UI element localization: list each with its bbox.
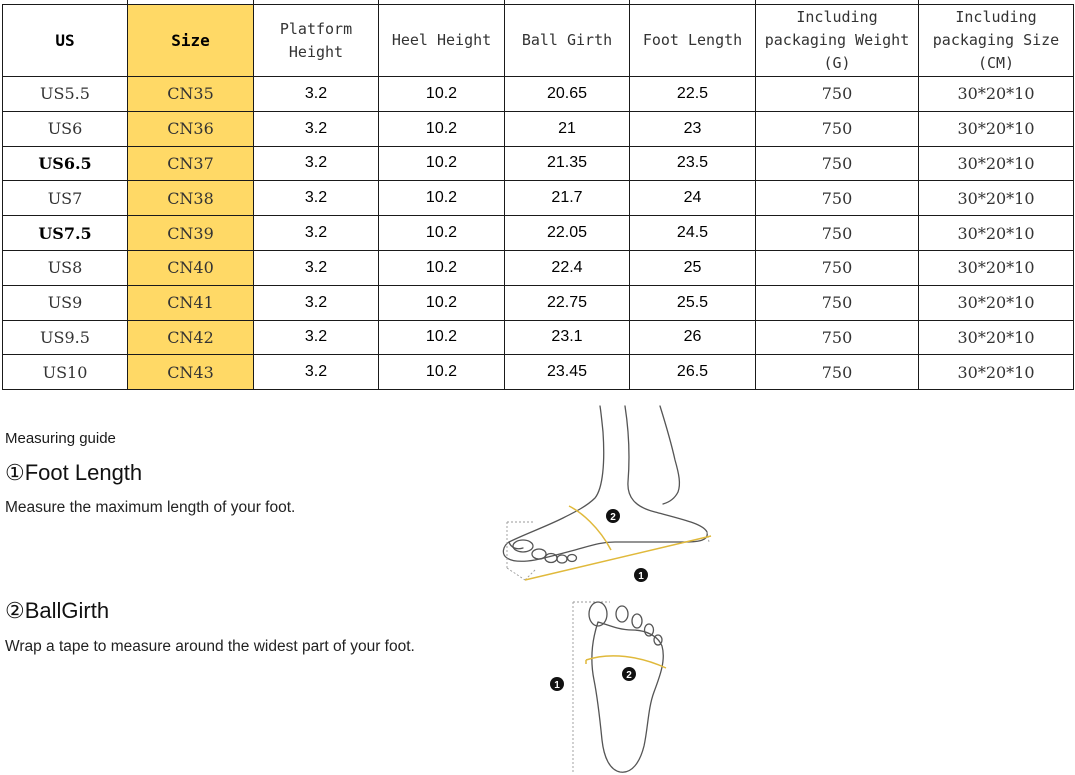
package-weight-cell: 750 [756, 77, 919, 112]
svg-text:2: 2 [626, 670, 632, 681]
foot-sole-view-illustration [540, 600, 680, 775]
heel-height-cell: 10.2 [379, 320, 505, 355]
foot-length-cell: 24.5 [630, 216, 756, 251]
us-size-cell: US10 [3, 355, 128, 390]
header-size: Size [128, 5, 254, 77]
foot-length-description: Measure the maximum length of your foot. [5, 499, 296, 516]
us-size-cell: US7.5 [3, 216, 128, 251]
marker-1-icon [634, 568, 648, 582]
foot-length-cell: 25 [630, 250, 756, 285]
ball-girth-cell: 22.05 [505, 216, 630, 251]
ball-girth-cell: 20.65 [505, 77, 630, 112]
package-size-cell: 30*20*10 [919, 355, 1074, 390]
ball-girth-cell: 23.45 [505, 355, 630, 390]
foot-side-view-illustration [495, 402, 725, 594]
header-foot-length: Foot Length [630, 5, 756, 77]
us-size-cell: US6.5 [3, 146, 128, 181]
table-header-row [3, 5, 1074, 77]
package-weight-cell: 750 [756, 355, 919, 390]
heel-height-cell: 10.2 [379, 181, 505, 216]
ball-girth-cell: 22.75 [505, 285, 630, 320]
heel-height-cell: 10.2 [379, 146, 505, 181]
package-size-cell: 30*20*10 [919, 216, 1074, 251]
platform-height-cell: 3.2 [254, 77, 379, 112]
foot-length-cell: 26.5 [630, 355, 756, 390]
foot-length-cell: 23.5 [630, 146, 756, 181]
header-heel-height: Heel Height [379, 5, 505, 77]
us-size-cell: US9.5 [3, 320, 128, 355]
table-body [3, 77, 1074, 390]
cn-size-cell: CN40 [128, 250, 254, 285]
platform-height-cell: 3.2 [254, 285, 379, 320]
header-platform-height: Platform Height [254, 5, 379, 77]
heel-height-cell: 10.2 [379, 77, 505, 112]
package-weight-cell: 750 [756, 250, 919, 285]
table-row [3, 146, 1074, 181]
us-size-cell: US6 [3, 111, 128, 146]
table-row [3, 77, 1074, 112]
svg-text:1: 1 [554, 680, 560, 691]
svg-text:2: 2 [610, 512, 616, 523]
header-ball-girth: Ball Girth [505, 5, 630, 77]
cn-size-cell: CN35 [128, 77, 254, 112]
us-size-cell: US8 [3, 250, 128, 285]
table-row [3, 320, 1074, 355]
platform-height-cell: 3.2 [254, 181, 379, 216]
platform-height-cell: 3.2 [254, 216, 379, 251]
package-size-cell: 30*20*10 [919, 285, 1074, 320]
package-size-cell: 30*20*10 [919, 181, 1074, 216]
header-us: US [3, 5, 128, 77]
package-size-cell: 30*20*10 [919, 320, 1074, 355]
package-weight-cell: 750 [756, 320, 919, 355]
foot-length-heading: ①Foot Length [5, 460, 143, 485]
ball-girth-cell: 21.7 [505, 181, 630, 216]
table-row [3, 181, 1074, 216]
foot-length-cell: 24 [630, 181, 756, 216]
ball-girth-heading: ②BallGirth [5, 598, 110, 623]
heel-height-cell: 10.2 [379, 111, 505, 146]
us-size-cell: US5.5 [3, 77, 128, 112]
ball-girth-cell: 23.1 [505, 320, 630, 355]
foot-length-cell: 23 [630, 111, 756, 146]
platform-height-cell: 3.2 [254, 355, 379, 390]
cn-size-cell: CN42 [128, 320, 254, 355]
table-row [3, 355, 1074, 390]
platform-height-cell: 3.2 [254, 250, 379, 285]
package-weight-cell: 750 [756, 285, 919, 320]
heel-height-cell: 10.2 [379, 355, 505, 390]
cn-size-cell: CN37 [128, 146, 254, 181]
ball-girth-cell: 21.35 [505, 146, 630, 181]
header-package-weight: Including packaging Weight (G) [756, 5, 919, 77]
package-weight-cell: 750 [756, 216, 919, 251]
platform-height-cell: 3.2 [254, 146, 379, 181]
cn-size-cell: CN41 [128, 285, 254, 320]
foot-length-cell: 26 [630, 320, 756, 355]
platform-height-cell: 3.2 [254, 320, 379, 355]
svg-text:1: 1 [638, 571, 644, 582]
package-weight-cell: 750 [756, 181, 919, 216]
foot-length-cell: 25.5 [630, 285, 756, 320]
package-size-cell: 30*20*10 [919, 111, 1074, 146]
package-size-cell: 30*20*10 [919, 250, 1074, 285]
table-row [3, 216, 1074, 251]
ball-girth-cell: 21 [505, 111, 630, 146]
cn-size-cell: CN43 [128, 355, 254, 390]
cn-size-cell: CN39 [128, 216, 254, 251]
cn-size-cell: CN38 [128, 181, 254, 216]
foot-length-cell: 22.5 [630, 77, 756, 112]
us-size-cell: US9 [3, 285, 128, 320]
marker-1-icon-sole [550, 677, 564, 691]
package-weight-cell: 750 [756, 146, 919, 181]
heel-height-cell: 10.2 [379, 285, 505, 320]
heel-height-cell: 10.2 [379, 216, 505, 251]
header-package-size: Including packaging Size (CM) [919, 5, 1074, 77]
marker-2-icon [606, 509, 620, 523]
us-size-cell: US7 [3, 181, 128, 216]
table-row [3, 111, 1074, 146]
heel-height-cell: 10.2 [379, 250, 505, 285]
package-weight-cell: 750 [756, 111, 919, 146]
measuring-guide-title: Measuring guide [5, 430, 116, 447]
cn-size-cell: CN36 [128, 111, 254, 146]
table-row [3, 285, 1074, 320]
table-row [3, 250, 1074, 285]
ball-girth-cell: 22.4 [505, 250, 630, 285]
size-chart-table [2, 4, 1074, 390]
marker-2-icon-sole [622, 667, 636, 681]
platform-height-cell: 3.2 [254, 111, 379, 146]
package-size-cell: 30*20*10 [919, 146, 1074, 181]
package-size-cell: 30*20*10 [919, 77, 1074, 112]
ball-girth-description: Wrap a tape to measure around the widest part of your foot. [5, 638, 415, 655]
